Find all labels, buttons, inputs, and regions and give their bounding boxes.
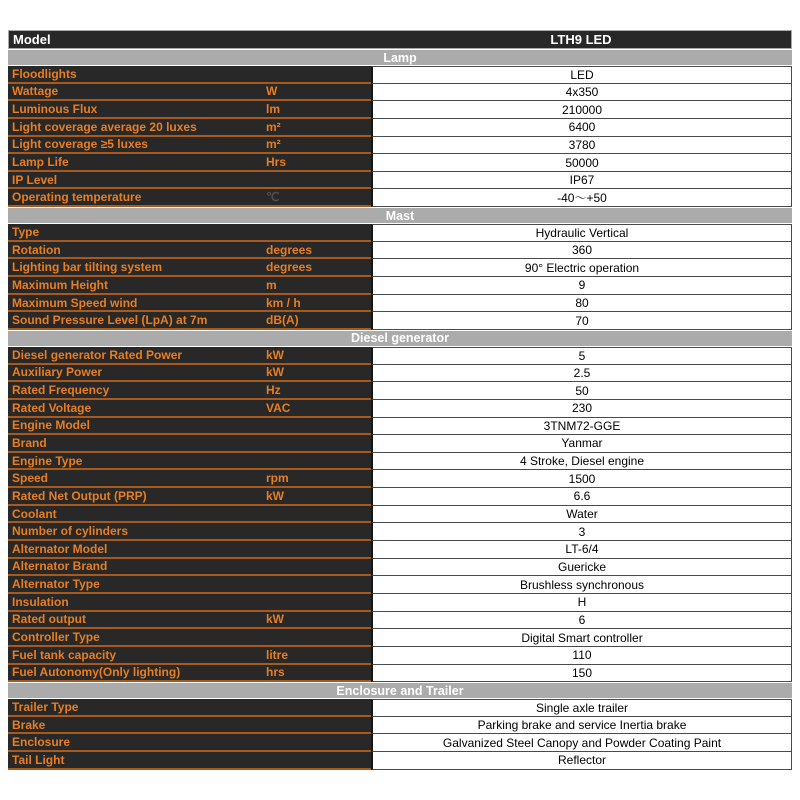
spec-label: Maximum Speed wind <box>12 295 138 310</box>
spec-unit: m² <box>266 137 281 152</box>
spec-unit: km / h <box>266 295 301 310</box>
spec-label: Type <box>12 224 40 239</box>
spec-value: LED <box>371 66 792 84</box>
spec-row-left <box>8 612 371 630</box>
spec-label: Diesel generator Rated Power <box>12 347 183 362</box>
spec-row-auxiliary-power <box>8 365 792 383</box>
spec-label: Trailer Type <box>12 699 79 714</box>
spec-value: H <box>371 594 792 612</box>
spec-label: Floodlights <box>12 66 77 81</box>
spec-value: Brushless synchronous <box>371 576 792 594</box>
spec-row-left <box>8 277 371 295</box>
spec-unit: litre <box>266 647 289 662</box>
spec-row-left <box>8 699 371 717</box>
spec-row-ip-level <box>8 172 792 190</box>
spec-row-speed <box>8 470 792 488</box>
spec-label: Controller Type <box>12 630 100 645</box>
spec-row-left <box>8 523 371 541</box>
spec-row-number-of-cylinders <box>8 523 792 541</box>
spec-unit: m² <box>266 119 281 134</box>
spec-unit: kW <box>266 488 284 503</box>
spec-unit: rpm <box>266 471 289 486</box>
spec-row-left <box>8 259 371 277</box>
spec-value: 50000 <box>371 154 792 172</box>
spec-row-fuel-autonomy-only-lighting <box>8 665 792 683</box>
spec-row-left <box>8 137 371 155</box>
spec-row-engine-model <box>8 418 792 436</box>
spec-row-alternator-brand <box>8 559 792 577</box>
spec-value: 150 <box>371 665 792 683</box>
spec-label: Fuel tank capacity <box>12 647 117 662</box>
model-header-row <box>8 30 792 49</box>
spec-row-sound-pressure-level-lpa-at-7m <box>8 312 792 330</box>
spec-row-left <box>8 470 371 488</box>
spec-value: Guericke <box>371 559 792 577</box>
spec-value: 110 <box>371 647 792 665</box>
spec-value: Hydraulic Vertical <box>371 224 792 242</box>
spec-row-operating-temperature <box>8 189 792 207</box>
spec-row-fuel-tank-capacity <box>8 647 792 665</box>
spec-row-left <box>8 488 371 506</box>
section-header-title: Mast <box>385 208 415 223</box>
spec-label: Sound Pressure Level (LpA) at 7m <box>12 313 208 328</box>
spec-row-left <box>8 101 371 119</box>
spec-row-coolant <box>8 506 792 524</box>
spec-label: Operating temperature <box>12 190 142 205</box>
spec-value: 6 <box>371 612 792 630</box>
spec-label: Alternator Brand <box>12 559 108 574</box>
spec-row-maximum-speed-wind <box>8 295 792 313</box>
spec-unit: W <box>266 84 278 99</box>
spec-row-left <box>8 734 371 752</box>
spec-value: 1500 <box>371 470 792 488</box>
spec-row-lighting-bar-tilting-system <box>8 259 792 277</box>
spec-row-left <box>8 224 371 242</box>
spec-label: Luminous Flux <box>12 102 98 117</box>
spec-row-left <box>8 66 371 84</box>
spec-value: 90° Electric operation <box>371 259 792 277</box>
spec-row-left <box>8 594 371 612</box>
section-header-title: Diesel generator <box>351 331 449 346</box>
spec-unit: m <box>266 277 277 292</box>
spec-row-type <box>8 224 792 242</box>
spec-value: Galvanized Steel Canopy and Powder Coating Paint <box>371 734 792 752</box>
spec-unit: Hrs <box>266 155 287 170</box>
spec-label: Tail Light <box>12 752 65 767</box>
spec-value: 6400 <box>371 119 792 137</box>
spec-label: Rated Voltage <box>12 400 92 415</box>
spec-label: Light coverage ≥5 luxes <box>12 137 148 152</box>
spec-unit: degrees <box>266 260 313 275</box>
spec-unit: VAC <box>266 400 291 415</box>
spec-value: 3TNM72-GGE <box>371 418 792 436</box>
section-header-title: Enclosure and Trailer <box>336 683 464 698</box>
spec-row-left <box>8 453 371 471</box>
spec-label: Brand <box>12 435 47 450</box>
spec-row-left <box>8 365 371 383</box>
spec-row-light-coverage-5-luxes <box>8 137 792 155</box>
spec-label: Brake <box>12 717 46 732</box>
spec-row-left <box>8 647 371 665</box>
spec-value: 50 <box>371 382 792 400</box>
spec-row-left <box>8 435 371 453</box>
spec-row-left <box>8 154 371 172</box>
spec-row-left <box>8 559 371 577</box>
spec-row-left <box>8 541 371 559</box>
spec-value: 3780 <box>371 137 792 155</box>
spec-row-left <box>8 119 371 137</box>
spec-label: IP Level <box>12 172 58 187</box>
spec-row-floodlights <box>8 66 792 84</box>
spec-row-rated-net-output-prp <box>8 488 792 506</box>
spec-value: Reflector <box>371 752 792 770</box>
spec-row-tail-light <box>8 752 792 770</box>
spec-row-left <box>8 576 371 594</box>
spec-label: Rated output <box>12 612 86 627</box>
spec-unit: lm <box>266 102 281 117</box>
spec-label: Wattage <box>12 84 59 99</box>
spec-label: Light coverage average 20 luxes <box>12 119 197 134</box>
spec-value: 70 <box>371 312 792 330</box>
specification-table <box>8 30 792 770</box>
spec-row-engine-type <box>8 453 792 471</box>
spec-unit: kW <box>266 347 284 362</box>
spec-label: Rated Net Output (PRP) <box>12 488 147 503</box>
spec-unit: ℃ <box>266 190 280 205</box>
spec-value: Digital Smart controller <box>371 629 792 647</box>
spec-value: 4x350 <box>371 84 792 102</box>
spec-value: Water <box>371 506 792 524</box>
spec-row-wattage <box>8 84 792 102</box>
section-header-mast <box>8 207 792 224</box>
spec-row-brand <box>8 435 792 453</box>
spec-row-left <box>8 629 371 647</box>
spec-value: 9 <box>371 277 792 295</box>
spec-value: LT-6/4 <box>371 541 792 559</box>
spec-label: Engine Model <box>12 418 90 433</box>
spec-row-left <box>8 752 371 770</box>
section-header-diesel-generator <box>8 330 792 347</box>
spec-row-left <box>8 400 371 418</box>
spec-label: Rotation <box>12 242 61 257</box>
spec-value: 4 Stroke, Diesel engine <box>371 453 792 471</box>
spec-row-trailer-type <box>8 699 792 717</box>
spec-label: Lighting bar tilting system <box>12 260 163 275</box>
spec-label: Engine Type <box>12 453 83 468</box>
spec-value: -40～+50 <box>371 189 792 207</box>
spec-row-left <box>8 172 371 190</box>
model-header-label: Model <box>13 32 51 47</box>
spec-unit: kW <box>266 365 284 380</box>
spec-row-left <box>8 84 371 102</box>
spec-value: 230 <box>371 400 792 418</box>
section-header-enclosure-and-trailer <box>8 682 792 699</box>
spec-label: Insulation <box>12 594 69 609</box>
model-header-value: LTH9 LED <box>550 32 612 47</box>
spec-value: 210000 <box>371 101 792 119</box>
spec-value: 80 <box>371 295 792 313</box>
spec-label: Alternator Type <box>12 577 100 592</box>
spec-value: IP67 <box>371 172 792 190</box>
spec-row-left <box>8 717 371 735</box>
spec-value: 2.5 <box>371 365 792 383</box>
spec-value: 3 <box>371 523 792 541</box>
section-header-lamp <box>8 49 792 66</box>
spec-unit: kW <box>266 612 284 627</box>
spec-row-left <box>8 312 371 330</box>
spec-row-rated-frequency <box>8 382 792 400</box>
spec-unit: degrees <box>266 242 313 257</box>
spec-row-alternator-model <box>8 541 792 559</box>
spec-value: Yanmar <box>371 435 792 453</box>
spec-row-left <box>8 189 371 207</box>
spec-value: Single axle trailer <box>371 699 792 717</box>
spec-label: Rated Frequency <box>12 383 110 398</box>
spec-row-left <box>8 382 371 400</box>
spec-label: Alternator Model <box>12 541 108 556</box>
spec-value: 5 <box>371 347 792 365</box>
spec-value: 360 <box>371 242 792 260</box>
spec-row-controller-type <box>8 629 792 647</box>
spec-row-enclosure <box>8 734 792 752</box>
spec-label: Fuel Autonomy(Only lighting) <box>12 665 181 680</box>
spec-row-left <box>8 295 371 313</box>
spec-row-lamp-life <box>8 154 792 172</box>
spec-row-light-coverage-average-20-luxes <box>8 119 792 137</box>
spec-row-rated-voltage <box>8 400 792 418</box>
spec-unit: hrs <box>266 665 285 680</box>
spec-row-insulation <box>8 594 792 612</box>
spec-label: Auxiliary Power <box>12 365 103 380</box>
spec-unit: Hz <box>266 383 281 398</box>
spec-label: Lamp Life <box>12 155 69 170</box>
spec-label: Speed <box>12 471 49 486</box>
spec-row-left <box>8 418 371 436</box>
spec-row-luminous-flux <box>8 101 792 119</box>
section-header-title: Lamp <box>383 50 417 65</box>
spec-label: Maximum Height <box>12 277 109 292</box>
spec-row-maximum-height <box>8 277 792 295</box>
spec-unit: dB(A) <box>266 313 299 328</box>
spec-value: 6.6 <box>371 488 792 506</box>
spec-row-rated-output <box>8 612 792 630</box>
spec-label: Coolant <box>12 506 57 521</box>
spec-row-rotation <box>8 242 792 260</box>
spec-row-left <box>8 506 371 524</box>
spec-row-diesel-generator-rated-power <box>8 347 792 365</box>
spec-label: Number of cylinders <box>12 524 129 539</box>
spec-row-left <box>8 665 371 683</box>
spec-value: Parking brake and service Inertia brake <box>371 717 792 735</box>
spec-row-brake <box>8 717 792 735</box>
spec-row-left <box>8 347 371 365</box>
spec-label: Enclosure <box>12 735 71 750</box>
spec-row-alternator-type <box>8 576 792 594</box>
spec-row-left <box>8 242 371 260</box>
